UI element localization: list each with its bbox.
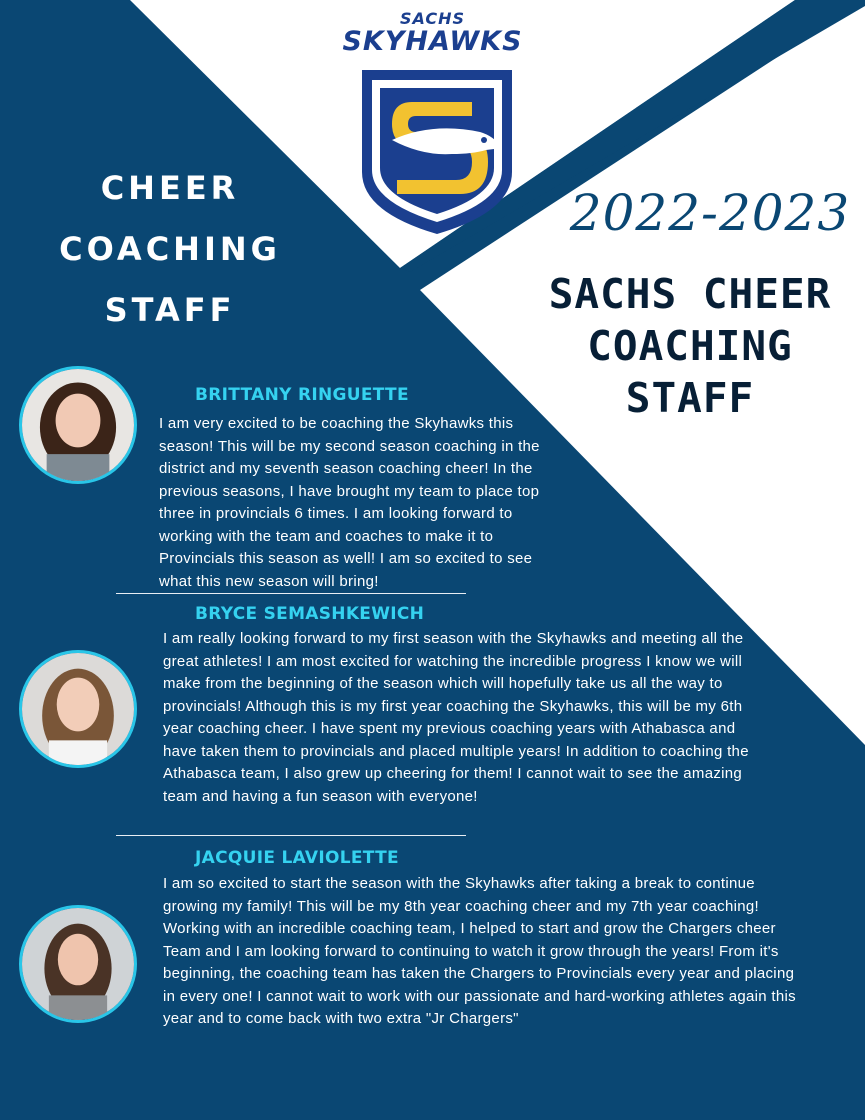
logo-top-text: SACHS (399, 9, 466, 28)
coach-bio-2: I am really looking forward to my first season with the Skyhawks and meeting all the great athletes! I am most excited for watching the incredible progress I know we will make from the beginning of the season which will hopefully take us all the way to provincials! Although this is my first year coaching the Skyhawks, this will be my 6th year coaching cheer. I have spent my previous coaching years with Athabasca and have taken them to provincials and placed multiple years! In addition to coaching the Athabasca team, I also grew up cheering for them! I cannot wait to see the amazing team and having a fun season with everyone! (163, 630, 749, 805)
coach-name-3: JACQUIE LAVIOLETTE (195, 848, 399, 868)
coach-name-2: BRYCE SEMASHKEWICH (195, 604, 425, 624)
left-title-line3: STAFF (104, 291, 236, 329)
right-title-line2: COACHING STAFF (587, 322, 793, 422)
coach-bio-1: I am very excited to be coaching the Skyhawks this season! This will be my second season coaching in the district and my seventh season coaching cheer! In the previous seasons, I have brought my team to place top three in provincials 6 times. I am looking forward to working with the team and coaches to make it to Provincials this season as well! I am so excited to see what this new season will bring! (159, 415, 540, 590)
coach-avatar-2 (19, 650, 137, 768)
right-title-line1: SACHS CHEER (548, 270, 832, 318)
divider-1 (116, 593, 466, 594)
skyhawks-shield-logo (352, 62, 522, 237)
left-title-line2: COACHING (59, 230, 281, 268)
coach-avatar-3 (19, 905, 137, 1023)
right-title (515, 268, 865, 424)
coach-avatar-1 (19, 366, 137, 484)
logo-main-text: SKYHAWKS (342, 26, 523, 57)
left-title (40, 158, 300, 341)
divider-2 (116, 835, 466, 836)
coach-bio-3: I am so excited to start the season with the Skyhawks after taking a break to continue growing my family! This will be my 8th year coaching cheer and my 7th year coaching! Working with an incredible coaching team, I helped to start and grow the Chargers cheer Team and I am looking forward to continuing to watch it grow through the years! From it's beginning, the coaching team has taken the Chargers to Provincials every year and placing in every one! I cannot wait to work with our passionate and hard-working athletes again this year and to come back with two extra "Jr Chargers" (163, 875, 796, 1027)
skyhawks-wordmark (320, 10, 545, 56)
coach-name-1: BRITTANY RINGUETTE (195, 385, 409, 405)
season-year: 2022-2023 (569, 184, 851, 242)
left-title-line1: CHEER (100, 169, 240, 207)
